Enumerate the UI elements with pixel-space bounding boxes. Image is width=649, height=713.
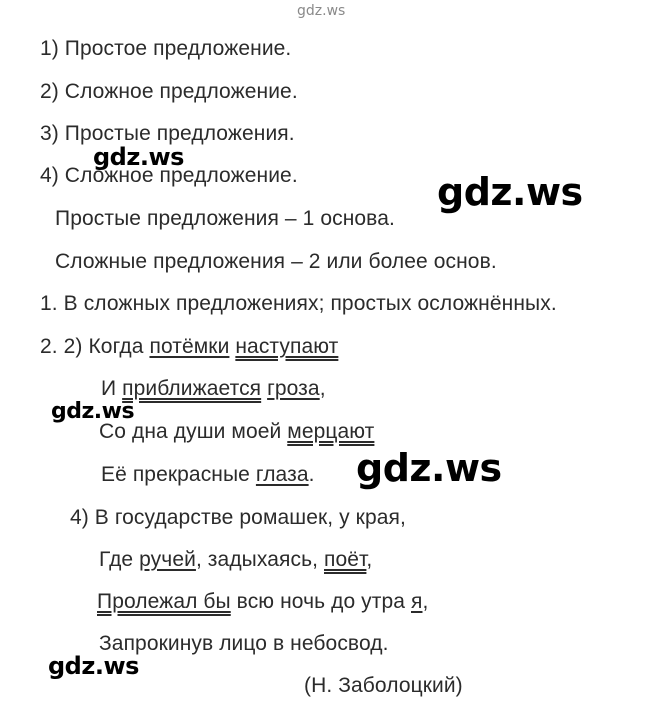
answer-3: 3) Простые предложения. [40,122,295,145]
subject-ya: я [411,590,423,613]
poem1-line-1 [40,334,338,360]
subject-groza: гроза [267,377,320,400]
predicate-mertsayut: мерцают [287,420,375,443]
rule-simple: Простые предложения – 1 основа. [55,207,395,230]
poem2-line-3 [97,589,428,615]
poem1-line4-text: Её прекрасные [101,463,250,486]
watermark-4: gdz.ws [356,446,502,490]
point-1: 1. В сложных предложениях; простых осложнённых. [40,292,557,315]
watermark-2: gdz.ws [437,170,583,214]
predicate-nastupayut: наступают [235,335,339,358]
poem1-line-3 [99,419,374,445]
poem1-line2-end: , [319,377,326,400]
predicate-priblizhaetsya: приближается [122,377,262,400]
rule-complex: Сложные предложения – 2 или более основ. [55,250,497,273]
predicate-prolezhal-by: Пролежал бы [97,590,231,613]
poem2-line2-text: Где [99,548,134,571]
answer-2: 2) Сложное предложение. [40,80,298,103]
subject-glaza: глаза [255,463,309,486]
poem2-line2-mid: , задыхаясь, [195,548,319,571]
poem1-line2-text: И [101,377,117,400]
poem1-line-4 [101,462,315,488]
watermark-5: gdz.ws [48,652,139,680]
poem2-line3-text: всю ночь до утра [236,590,406,613]
watermark-1: gdz.ws [93,143,184,171]
poem2-line-4: Запрокинув лицо в небосвод. [99,632,389,655]
answer-1: 1) Простое предложение. [40,37,292,60]
subject-potemki: потёмки [149,335,230,358]
watermark-top: gdz.ws [297,3,346,19]
poem1-line-2 [101,376,326,402]
answer-4: 4) Сложное предложение. [40,164,298,187]
poem2-line-1: 4) В государстве ромашек, у края, [70,506,406,529]
subject-ruchey: ручей [139,548,196,571]
poem2-line3-end: , [422,590,429,613]
poem1-line4-end: . [308,463,315,486]
watermark-3: gdz.ws [51,399,135,424]
poem1-line1-text: 2. 2) Когда [40,335,144,358]
poem-author: (Н. Заболоцкий) [304,674,463,697]
poem2-line2-end: , [366,548,373,571]
poem2-line-2 [99,547,372,573]
poem1-line3-text: Со дна души моей [99,420,282,443]
predicate-poyot: поёт [324,548,367,571]
